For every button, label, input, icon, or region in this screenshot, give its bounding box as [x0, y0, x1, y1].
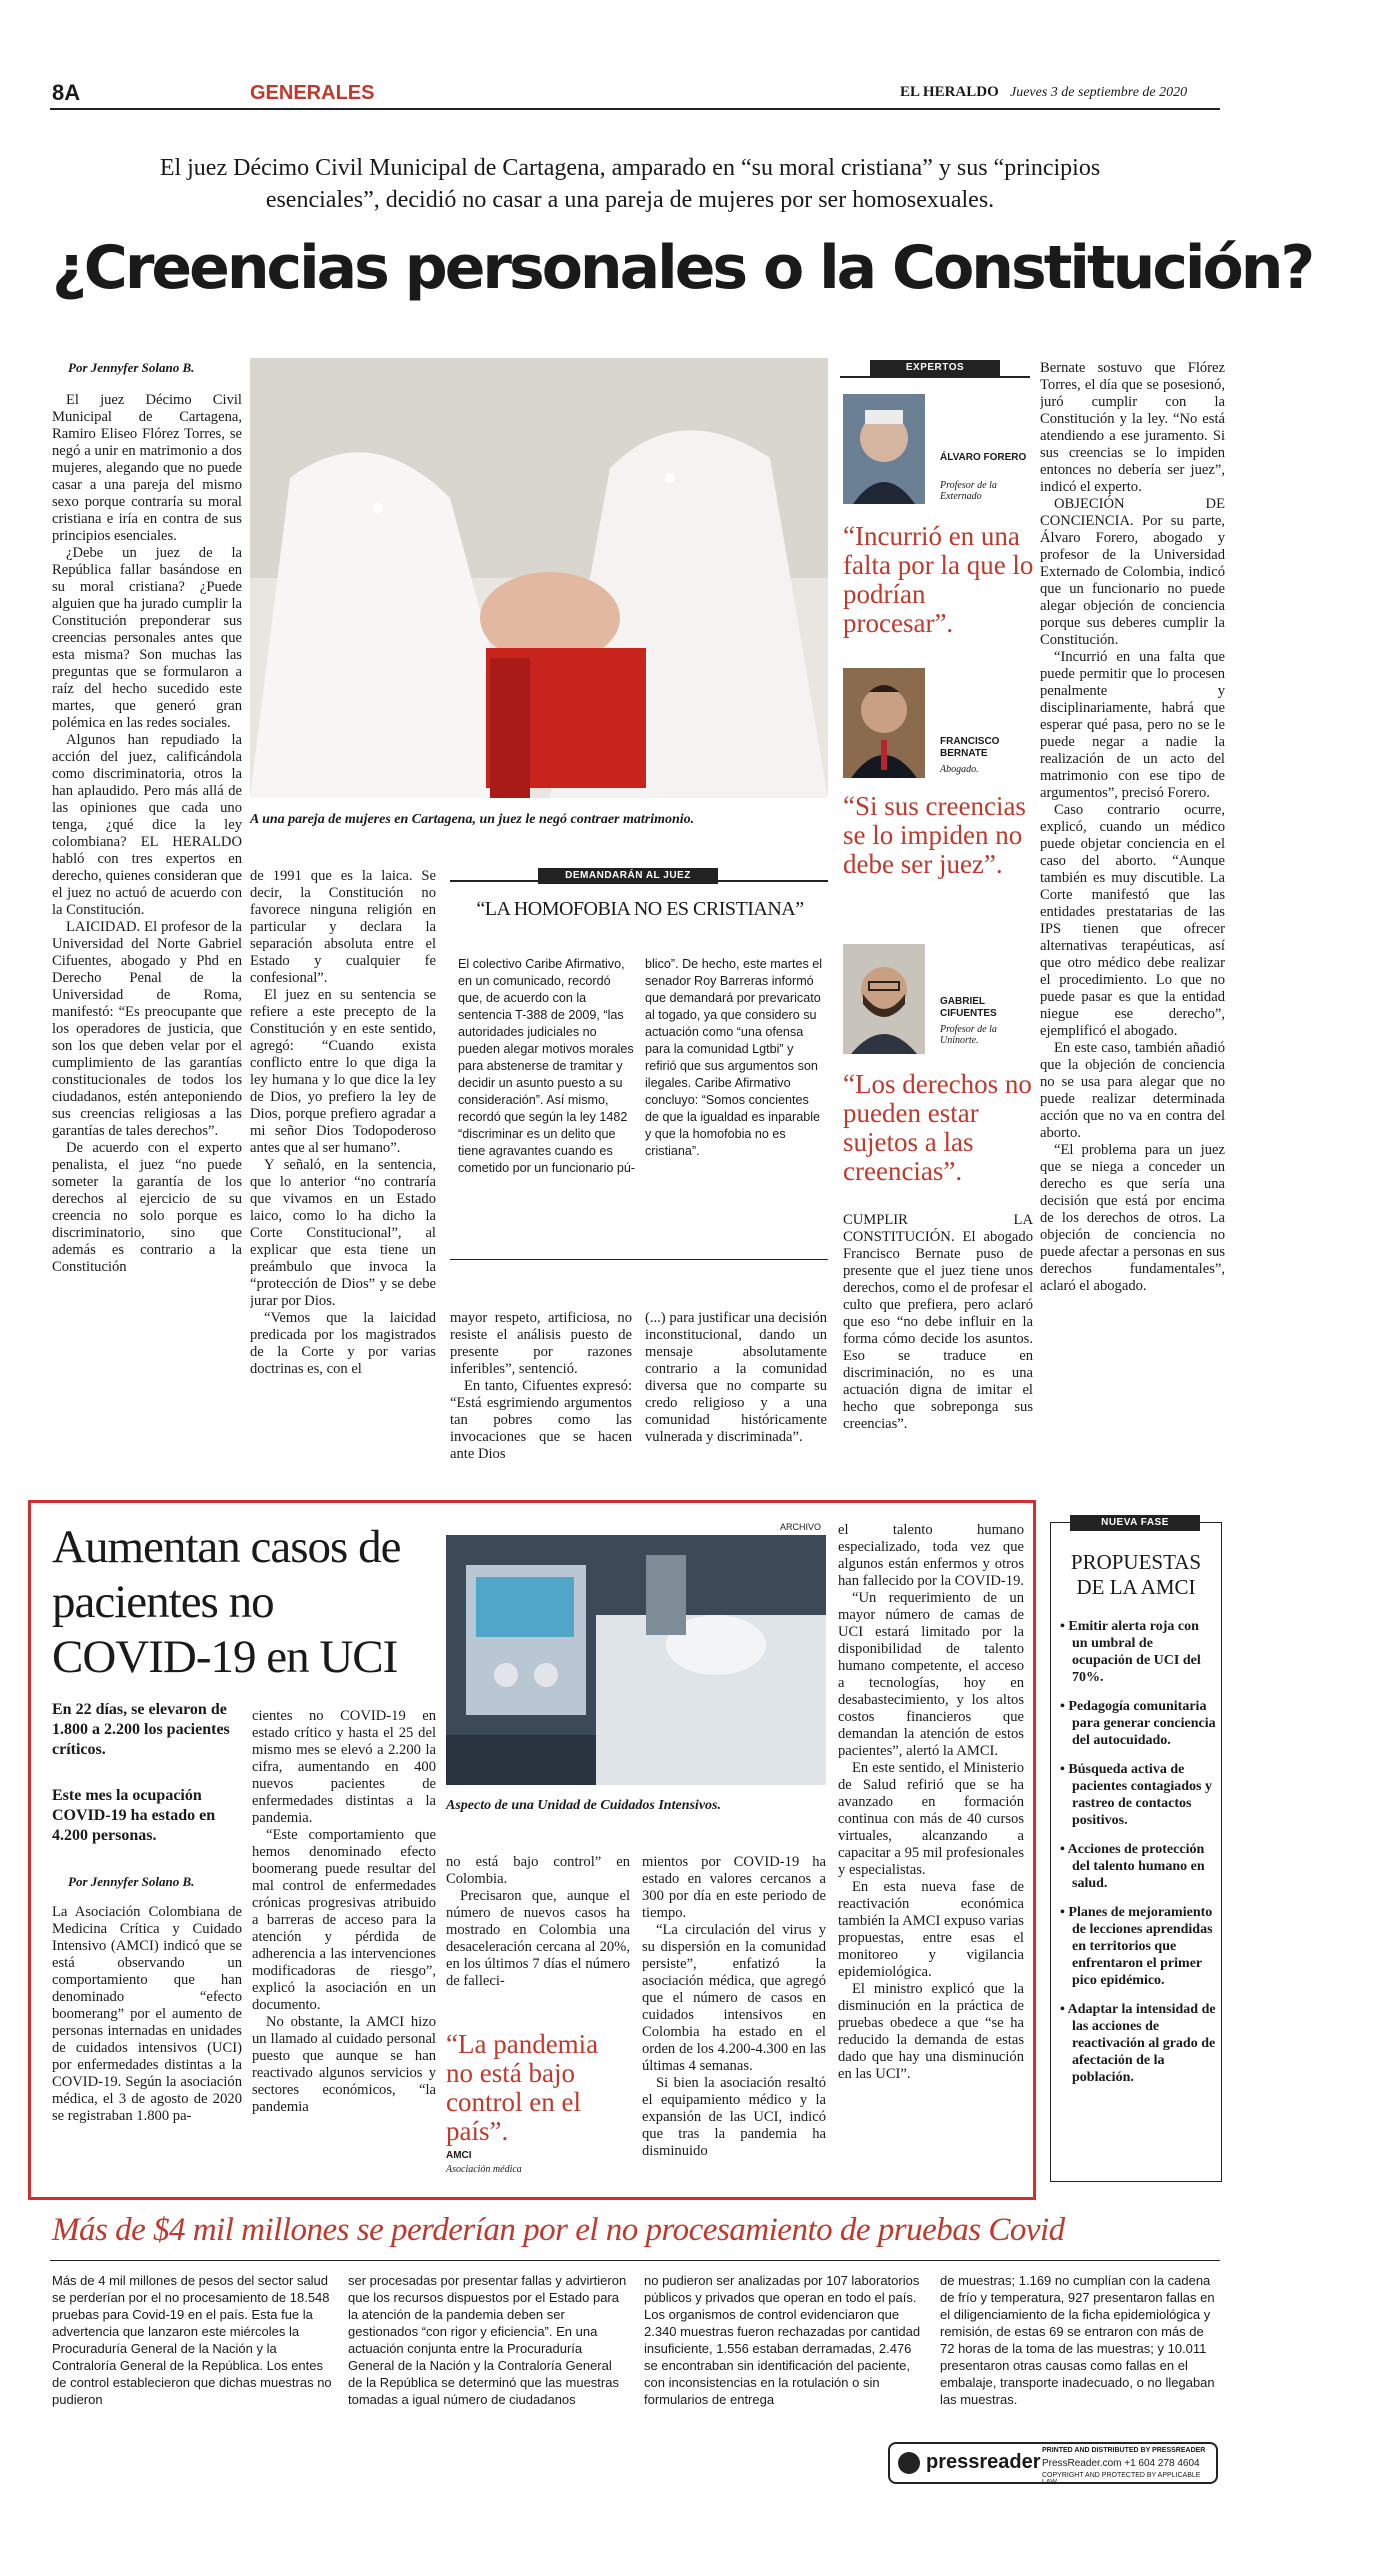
paragraph: El ministro explicó que la disminución en la práctica de pruebas obedece a que “se ha reducido la demanda de estas dado que hay una disminución en las UCI”.	[838, 1981, 1024, 2082]
covid-column-3	[446, 1854, 630, 2014]
wedding-photo	[250, 358, 828, 798]
paragraph: El juez Décimo Civil Municipal de Cartagena, Ramiro Eliseo Flórez Torres, se negó a unir en matrimonio a dos mujeres, alegando que no puede casar a una pareja del mismo sexo porque contraría su moral cristiana e iría en contra de sus principios esenciales.	[52, 392, 242, 544]
proposal-item: • Emitir alerta roja con un umbral de ocupación de UCI del 70%.	[1060, 1619, 1201, 1685]
paragraph: “Incurrió en una falta que puede permitir que lo procesen penalmente y disciplinariamente, habrá que esperar qué pasa, pero no se le puede negar a nadie la realización de un acto del matrimonio con ese tipo de argumentos”, precisó Forero.	[1040, 649, 1225, 801]
paper-name: EL HERALDO	[900, 84, 999, 100]
paragraph: no está bajo control” en Colombia.	[446, 1854, 630, 1887]
paragraph: mientos por COVID-19 ha estado en valores cercanos a 300 por día en este periodo de tiempo.	[642, 1854, 826, 1921]
tests-rule	[50, 2260, 1220, 2261]
paragraph: ¿Debe un juez de la República fallar basándose en su moral cristiana? ¿Puede alguien que ha jurado cumplir la Constitución preponderar sus creencias personales antes que esta misma? Son muchas las preguntas que se formularon a raíz del hecho sucedido este martes, que generó gran polémica en las redes sociales.	[52, 545, 242, 731]
paragraph: “La circulación del virus y su dispersión en la comunidad persiste”, enfatizó la asociación médica, que agregó que el número de casos en cuidados intensivos en Colombia ha estado en el orden de los 4.200-4.300 en las últimas 4 semanas.	[642, 1922, 826, 2074]
experts-rule	[840, 376, 1030, 378]
paragraph: “El problema para un juez que se niega a conceder un derecho es que sería una decisión que está por encima de los derechos de otros. La objeción de conciencia no puede afectar a personas en sus derechos fundamentales”, aclaró el abogado.	[1040, 1142, 1225, 1294]
main-headline: ¿Creencias personales o la Constitución?	[52, 233, 1313, 303]
paragraph: el talento humano especializado, toda vez que algunos están enfermos y otros han fallecido por la COVID-19.	[838, 1522, 1024, 1589]
paragraph: De acuerdo con el experto penalista, el juez “no puede someter la garantía de los derechos al ejercicio de su creencia no solo porque es discriminatorio, sino que además es contrario a la Constitución	[52, 1140, 242, 1275]
sidebar-col-a: El colectivo Caribe Afirmativo, en un comunicado, recordó que, de acuerdo con la sentencia T-388 de 2009, “las autoridades judiciales no pueden alegar motivos morales para abstenerse de tramitar y decidir un asunto puesto a su consideración”. Así mismo, recordó que según la ley 1482 “discriminar es un delito que tiene agravantes cuando es cometido por un funcionario pú-	[458, 957, 636, 1175]
footer-line-3: COPYRIGHT AND PROTECTED BY APPLICABLE LAW	[1042, 2472, 1201, 2486]
proposal-item: • Pedagogía comunitaria para generar conciencia del autocuidado.	[1060, 1699, 1216, 1748]
paragraph: En este sentido, el Ministerio de Salud refirió que se ha avanzado en formación continua con más de 40 cursos virtuales, alcanzando a capacitar a 95 mil profesionales y especialistas.	[838, 1760, 1024, 1878]
paragraph: El juez en su sentencia se refiere a este precepto de la Constitución y en este sentido, agregó: “Cuando exista conflicto entre lo que diga la ley humana y lo que dice la ley de Dios, yo prefiero la ley de Dios, porque prefiero agradar a mi señor Dios Todopoderoso antes que al ser humano”.	[250, 987, 436, 1156]
proposals-tag: NUEVA FASE	[1070, 1515, 1200, 1531]
column-4	[645, 1310, 827, 1470]
column-3	[450, 1310, 632, 1470]
paragraph: “Este comportamiento que hemos denominado efecto boomerang puede resultar del mal control de enfermedades crónicas progresivas atribuido a barreras de acceso para la atención y pérdida de adherencia a las intervenciones modificadoras de riesgo”, explicó la asociación en un documento.	[252, 1827, 436, 2013]
covid-summary-2: Este mes la ocupación COVID-19 ha estado en 4.200 personas.	[52, 1787, 216, 1844]
footer-line-1: PRINTED AND DISTRIBUTED BY PRESSREADER	[1042, 2447, 1206, 2454]
paragraph: Caso contrario ocurre, explicó, cuando un médico puede objetar conciencia en el caso del aborto. “Aunque también es muy discutible. La Corte manifestó que las entidades prestatarias de las IPS tienen que ofrecer alternativas terapéuticas, así que otro médico debe realizar el procedimiento. Lo que no puede pasar es que la entidad niegue ese derecho”, ejemplificó el abogado.	[1040, 802, 1225, 1039]
paragraph: “Vemos que la laicidad predicada por los magistrados de la Corte y por varias doctrinas es, con el	[250, 1310, 436, 1377]
expert-role: Profesor de la Externado	[940, 480, 997, 502]
column-6	[1040, 360, 1225, 1474]
quote-source: AMCI	[446, 2150, 472, 2161]
deck: El juez Décimo Civil Municipal de Cartagena, amparado en “su moral cristiana” y sus “principios esenciales”, decidió no casar a una pareja de mujeres por ser homosexuales.	[159, 155, 1101, 213]
tests-column-4: de muestras; 1.169 no cumplían con la cadena de frío y temperatura, 927 presentaron fallas en el diligenciamiento de la ficha epidemiológica y remisión, de estas 69 se entraron con más de 72 horas de la toma de las muestras; y 10.011 presentaron otras causas como fallas en el embalaje, transporte inadecuado, o no llegaban las muestras.	[940, 2273, 1215, 2407]
proposals-list	[1060, 1618, 1216, 2098]
expert-quote: “Incurrió en una falta por la que lo podrían procesar”.	[843, 521, 1034, 638]
expert-quote: “Los derechos no pueden estar sujetos a las creencias”.	[843, 1069, 1032, 1186]
expert-role: Profesor de la Uninorte.	[940, 1024, 997, 1046]
expert-name: GABRIEL CIFUENTES	[940, 996, 997, 1019]
covid-column-2-text	[252, 1708, 436, 2188]
pressreader-logo-icon	[898, 2452, 920, 2474]
paragraph: En tanto, Cifuentes expresó: “Está esgrimiendo argumentos tan pobres como las invocaciones que se hacen ante Dios	[450, 1378, 632, 1462]
paragraph: Y señaló, en la sentencia, que lo anterior “no contraría que vivamos en un Estado laico, como lo ha dicho la Corte Constitucional”, al explicar que esta tiene un preámbulo que invoca la “protección de Dios” y se debe jurar por Dios.	[250, 1157, 436, 1309]
page-number: 8A	[52, 80, 81, 105]
paragraph: No obstante, la AMCI hizo un llamado al cuidado personal puesto que aunque se han reactivado algunos servicios y sectores económicos, “la pandemia	[252, 2014, 436, 2115]
column-5	[843, 1212, 1033, 1474]
icu-caption: Aspecto de una Unidad de Cuidados Intensivos.	[446, 1798, 721, 1813]
byline: Por Jennyfer Solano B.	[68, 360, 195, 375]
footer-line-2: PressReader.com +1 604 278 4604	[1042, 2458, 1200, 2469]
proposal-item: • Acciones de protección del talento humano en salud.	[1060, 1842, 1205, 1891]
proposal-item: • Búsqueda activa de pacientes contagiados y rastreo de contactos positivos.	[1060, 1762, 1212, 1828]
covid-byline: Por Jennyfer Solano B.	[68, 1874, 195, 1889]
tests-column-3: no pudieron ser analizadas por 107 laboratorios públicos y privados que operan en todo el país. Los organismos de control evidenciaron que 2.340 muestras fueron rechazadas por cantidad insuficiente, 1.556 estaban derramadas, 2.476 se encontraban sin identificación del paciente, con inconsistencias en la rotulación o sin formularios de entrega	[644, 2273, 921, 2407]
portrait-forero	[843, 394, 925, 504]
paragraph: Bernate sostuvo que Flórez Torres, el día que se posesionó, juró cumplir con la Constitución y la ley. “No está atendiendo a ese juramento. Si sus creencias se lo impiden entonces no debería ser juez”, indicó el experto.	[1040, 360, 1225, 495]
covid-column-5	[838, 1522, 1024, 2190]
paragraph: Si bien la asociación resaltó el equipamiento médico y la expansión de las UCI, indicó que tras la pandemia ha disminuido	[642, 2075, 826, 2159]
issue-date: Jueves 3 de septiembre de 2020	[1010, 85, 1188, 100]
proposal-item: • Adaptar la intensidad de las acciones de reactivación al grado de afectación de la población.	[1060, 2002, 1216, 2085]
paragraph: CUMPLIR LA CONSTITUCIÓN. El abogado Francisco Bernate puso de presente que el juez tiene unos derechos, como el de profesar el culto que prefiera, pero aclaró que eso “no debe influir en la forma cómo decide los asuntos. Eso se traduce en discriminación, no es una actuación digna de imitar el hecho que sobreponga sus creencias”.	[843, 1212, 1033, 1432]
proposals-title: PROPUESTAS DE LA AMCI	[1070, 1550, 1202, 1599]
expert-name: FRANCISCO BERNATE	[940, 736, 1000, 759]
paragraph: En esta nueva fase de reactivación económica también la AMCI expuso varias propuestas, entre esas el monitoreo y vigilancia epidemiológica.	[838, 1879, 1024, 1980]
pressreader-brand: pressreader	[926, 2451, 1041, 2473]
proposal-item: • Planes de mejoramiento de lecciones aprendidas en territorios que enfrentaron el primer pico epidémico.	[1060, 1905, 1213, 1988]
paragraph: mayor respeto, artificiosa, no resiste el análisis puesto de presente por razones inferibles”, sentenció.	[450, 1310, 632, 1377]
expert-quote: “Si sus creencias se lo impiden no debe ser juez”.	[843, 791, 1026, 879]
paragraph: cientes no COVID-19 en estado crítico y hasta el 25 del mismo mes se elevó a 2.200 la cifra, aumentando en 400 nuevos pacientes de enfermedades distintas a la pandemia.	[252, 1708, 436, 1826]
sidebar-col-b: blico”. De hecho, este martes el senador Roy Barreras informó que demandará por prevaricato al togado, ya que considero su actuación como “una ofensa para la comunidad Lgtbi” y refirió que sus argumentos son ilegales. Caribe Afirmativo concluyo: “Somos concientes de que la igualdad es inparable y que la homofobia no es cristiana”.	[645, 957, 823, 1158]
archive-label: ARCHIVO	[780, 1522, 822, 1532]
covid-summary-1: En 22 días, se elevaron de 1.800 a 2.200 los pacientes críticos.	[52, 1701, 230, 1758]
paragraph: (...) para justificar una decisión inconstitucional, dando un mensaje absolutamente contrario a la comunidad diversa que no comparte su credo religioso y a una comunidad históricamente vulnerada y discriminada”.	[645, 1310, 827, 1445]
portrait-bernate	[843, 668, 925, 778]
icu-photo	[446, 1535, 826, 1785]
header-rule	[50, 108, 1220, 110]
covid-column-1	[52, 1904, 242, 2184]
paragraph: Algunos han repudiado la acción del juez, calificándola como discriminatoria, otros la han aplaudido. Pero más allá de las opiniones que cada uno tenga, ¿qué dice la ley colombiana? EL HERALDO habló con tres expertos en derecho, quienes consideran que el juez no actuó de acuerdo con la Constitución.	[52, 732, 242, 918]
paragraph: de 1991 que es la laica. Se decir, la Constitución no favorece ninguna religión en particular y declara la separación absoluta entre el Estado y cualquier fe confesional”.	[250, 868, 436, 986]
tests-column-1: Más de 4 mil millones de pesos del sector salud se perderían por el no procesamiento de 18.548 pruebas para Covid-19 en el país. Esta fue la advertencia que lanzaron este miércoles la Procuraduría General de la Nación y la Contraloría General de la República. Los entes de control establecieron que dichas muestras no pudieron	[52, 2273, 332, 2407]
paragraph: LAICIDAD. El profesor de la Universidad del Norte Gabriel Cifuentes, abogado y Phd en Derecho Penal de la Universidad de Roma, manifestó: “Es preocupante que los operadores de justicia, que son los que deben velar por el cumplimiento de las garantías constitucionales de todos los ciudadanos, estén anteponiendo sus creencias religiosas a las garantías de tales derechos”.	[52, 919, 242, 1139]
tests-headline: Más de $4 mil millones se perderían por el no procesamiento de pruebas Covid	[52, 2212, 1065, 2248]
quote-role: Asociación médica	[446, 2164, 522, 2175]
expert-name: ÁLVARO FORERO	[940, 452, 1027, 463]
photo-caption: A una pareja de mujeres en Cartagena, un juez le negó contraer matrimonio.	[250, 812, 695, 827]
sidebar-tag: DEMANDARÁN AL JUEZ	[538, 868, 718, 884]
portrait-cifuentes	[843, 944, 925, 1054]
column-2	[250, 868, 436, 1468]
paragraph: Precisaron que, aunque el número de nuevos casos ha mostrado en Colombia una desaceleración cercana al 20%, en los últimos 7 días el número de falleci-	[446, 1888, 630, 1989]
paragraph: OBJECIÓN DE CONCIENCIA. Por su parte, Álvaro Forero, abogado y profesor de la Universidad Externado de Colombia, indicó que un funcionario no puede alegar objeción de conciencia porque sus deberes cumplir la Constitución.	[1040, 496, 1225, 648]
experts-tag: EXPERTOS	[870, 360, 1000, 376]
section-label: GENERALES	[250, 82, 375, 104]
paragraph: La Asociación Colombiana de Medicina Crítica y Cuidado Intensivo (AMCI) indicó que se está observando un comportamiento que han denominado “efecto boomerang” por el aumento de personas internadas en unidades de cuidados intensivos (UCI) por enfermedades distintas a la COVID-19. Según la asociación médica, el 3 de agosto de 2020 se registraban 1.800 pa-	[52, 1904, 242, 2124]
sidebar-title: “LA HOMOFOBIA NO ES CRISTIANA”	[476, 898, 804, 920]
column-1	[52, 392, 242, 1472]
expert-role: Abogado.	[940, 764, 979, 775]
pressreader-badge	[888, 2442, 1218, 2484]
covid-column-4	[642, 1854, 826, 2189]
covid-headline: Aumentan casos de pacientes no COVID-19 en UCI	[52, 1521, 401, 1683]
covid-quote: “La pandemia no está bajo control en el país”.	[446, 2029, 599, 2146]
paragraph: En este caso, también añadió que la objeción de conciencia no se usa para alegar que no puede realizar determinada acción que no va en contra del aborto.	[1040, 1040, 1225, 1141]
paragraph: “Un requerimiento de un mayor número de camas de UCI estará limitado por la disponibilidad de talento humano competente, el acceso a tecnologías, hoy en desabastecimiento, y los altos costos financieros que demandan la atención de estos pacientes”, alertó la AMCI.	[838, 1590, 1024, 1759]
tests-column-2: ser procesadas por presentar fallas y advirtieron que los recursos dispuestos por el Estado para la atención de la pandemia deben ser gestionados “con rigor y eficiencia”. En una actuación conjunta entre la Procuraduría General de la Nación y la Contraloría General de la República se determinó que las muestras tomadas a igual número de ciudadanos	[348, 2273, 627, 2407]
